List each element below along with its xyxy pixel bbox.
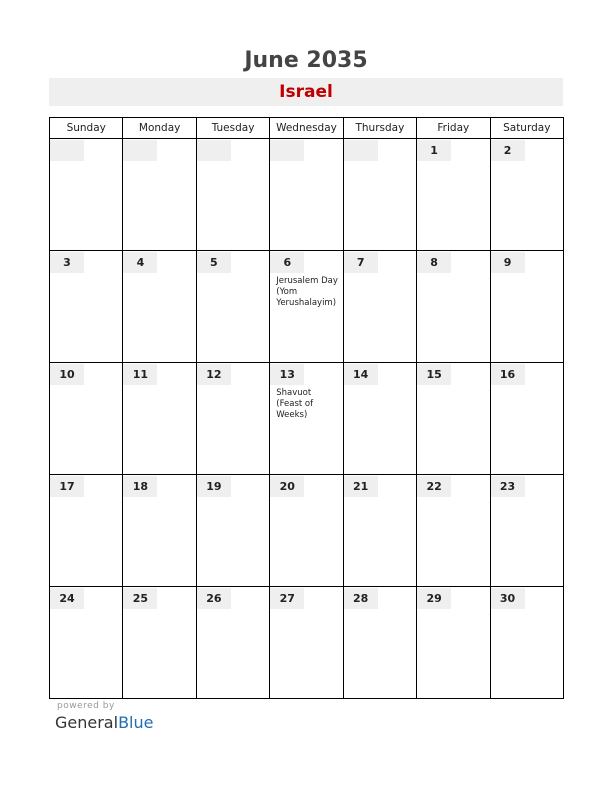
day-number bbox=[270, 140, 304, 161]
day-number: 19 bbox=[197, 476, 231, 497]
holiday-label: Jerusalem Day (Yom Yerushalayim) bbox=[276, 276, 338, 308]
day-cell bbox=[417, 251, 490, 363]
day-number: 7 bbox=[344, 252, 378, 273]
day-number: 8 bbox=[417, 252, 451, 273]
day-number bbox=[50, 140, 84, 161]
day-number: 11 bbox=[123, 364, 157, 385]
day-number: 15 bbox=[417, 364, 451, 385]
day-cell bbox=[50, 475, 123, 587]
day-number: 12 bbox=[197, 364, 231, 385]
week-row bbox=[50, 587, 564, 699]
day-number: 10 bbox=[50, 364, 84, 385]
day-cell bbox=[50, 139, 123, 251]
day-cell bbox=[490, 587, 563, 699]
day-cell bbox=[270, 139, 343, 251]
day-cell bbox=[343, 363, 416, 475]
day-cell bbox=[50, 251, 123, 363]
weekday-friday: Friday bbox=[417, 118, 490, 139]
calendar-grid bbox=[49, 117, 564, 699]
week-row bbox=[50, 139, 564, 251]
day-cell bbox=[196, 475, 269, 587]
day-cell bbox=[490, 139, 563, 251]
weekday-monday: Monday bbox=[123, 118, 196, 139]
weekday-thursday: Thursday bbox=[343, 118, 416, 139]
brand-blue: Blue bbox=[118, 713, 154, 732]
day-number: 22 bbox=[417, 476, 451, 497]
day-number: 17 bbox=[50, 476, 84, 497]
day-number: 2 bbox=[491, 140, 525, 161]
country-bar bbox=[49, 78, 563, 106]
brand-logo[interactable] bbox=[55, 713, 153, 732]
day-number: 5 bbox=[197, 252, 231, 273]
day-cell bbox=[270, 251, 343, 363]
weekday-wednesday: Wednesday bbox=[270, 118, 343, 139]
holiday-label: Shavuot (Feast of Weeks) bbox=[276, 388, 314, 420]
day-number bbox=[344, 140, 378, 161]
day-cell bbox=[490, 475, 563, 587]
country-name: Israel bbox=[279, 82, 333, 102]
day-cell bbox=[343, 475, 416, 587]
day-number: 18 bbox=[123, 476, 157, 497]
powered-by-text: powered by bbox=[57, 701, 115, 711]
week-row bbox=[50, 363, 564, 475]
day-cell bbox=[196, 251, 269, 363]
weekday-sunday: Sunday bbox=[50, 118, 123, 139]
week-row bbox=[50, 475, 564, 587]
weekday-saturday: Saturday bbox=[490, 118, 563, 139]
day-cell bbox=[417, 475, 490, 587]
day-cell bbox=[123, 251, 196, 363]
day-cell bbox=[196, 139, 269, 251]
day-number: 9 bbox=[491, 252, 525, 273]
day-number bbox=[123, 140, 157, 161]
day-number: 28 bbox=[344, 588, 378, 609]
day-cell bbox=[196, 363, 269, 475]
day-cell bbox=[123, 139, 196, 251]
day-number: 29 bbox=[417, 588, 451, 609]
day-number: 27 bbox=[270, 588, 304, 609]
day-cell bbox=[343, 587, 416, 699]
day-cell bbox=[50, 363, 123, 475]
day-cell bbox=[417, 363, 490, 475]
day-number: 16 bbox=[491, 364, 525, 385]
day-number: 23 bbox=[491, 476, 525, 497]
day-cell bbox=[417, 587, 490, 699]
week-row bbox=[50, 251, 564, 363]
day-number: 14 bbox=[344, 364, 378, 385]
day-number bbox=[197, 140, 231, 161]
day-cell bbox=[123, 363, 196, 475]
day-number: 26 bbox=[197, 588, 231, 609]
day-number: 6 bbox=[270, 252, 304, 273]
day-cell bbox=[123, 587, 196, 699]
day-number: 1 bbox=[417, 140, 451, 161]
day-number: 13 bbox=[270, 364, 304, 385]
day-number: 3 bbox=[50, 252, 84, 273]
day-cell bbox=[417, 139, 490, 251]
day-cell bbox=[490, 251, 563, 363]
day-cell bbox=[270, 475, 343, 587]
day-cell bbox=[196, 587, 269, 699]
day-cell bbox=[270, 587, 343, 699]
weekday-header-row bbox=[50, 118, 564, 139]
day-number: 20 bbox=[270, 476, 304, 497]
day-cell bbox=[50, 587, 123, 699]
day-cell bbox=[343, 251, 416, 363]
day-number: 25 bbox=[123, 588, 157, 609]
day-number: 24 bbox=[50, 588, 84, 609]
day-number: 21 bbox=[344, 476, 378, 497]
day-number: 30 bbox=[491, 588, 525, 609]
day-number: 4 bbox=[123, 252, 157, 273]
weekday-tuesday: Tuesday bbox=[196, 118, 269, 139]
page-title: June 2035 bbox=[244, 48, 368, 73]
brand-general: General bbox=[55, 713, 119, 732]
day-cell bbox=[123, 475, 196, 587]
day-cell bbox=[270, 363, 343, 475]
day-cell bbox=[490, 363, 563, 475]
day-cell bbox=[343, 139, 416, 251]
